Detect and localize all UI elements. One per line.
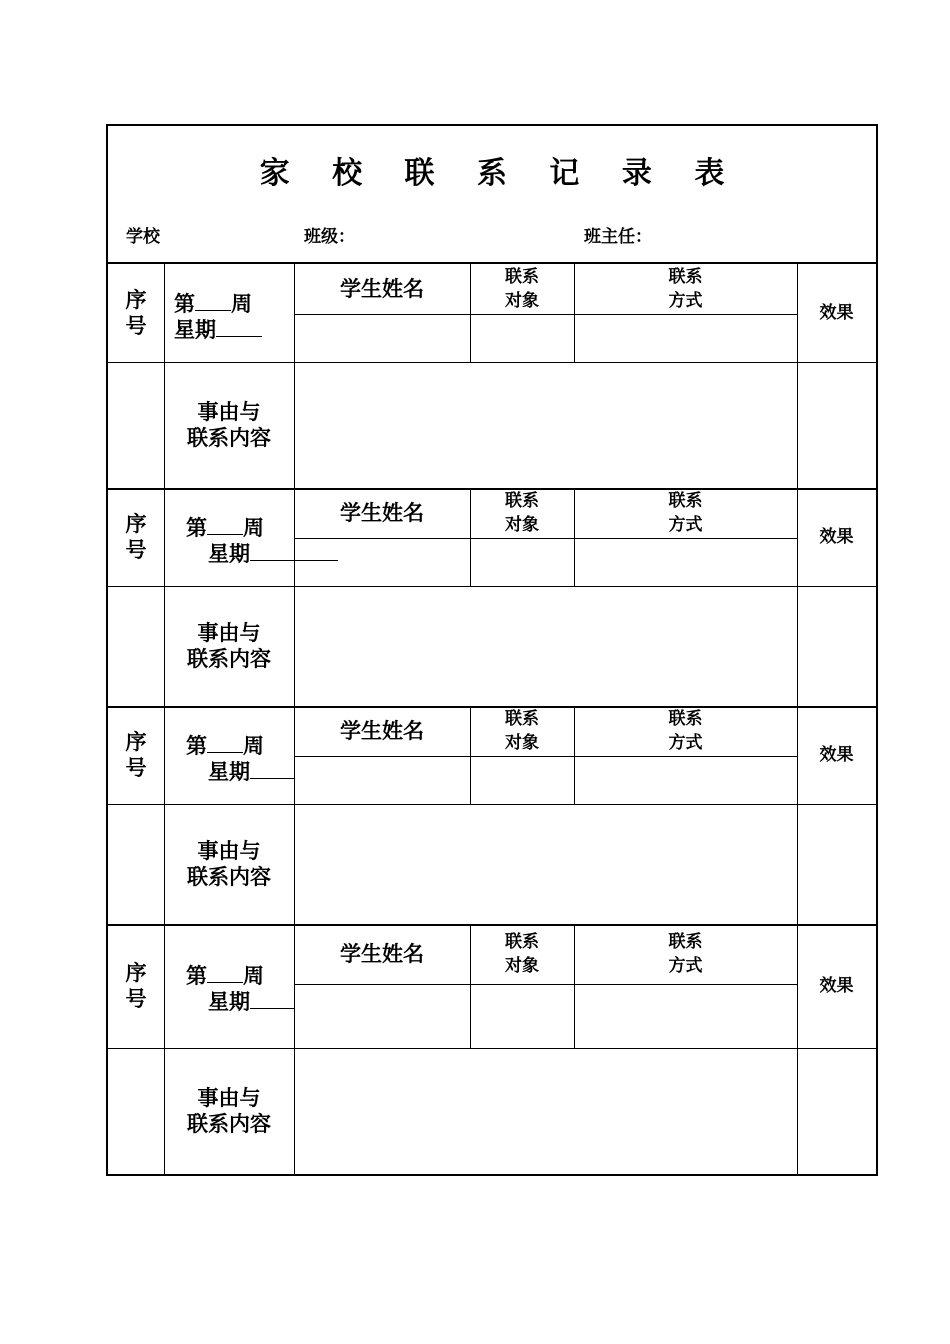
reason-content-label: 事由与 联系内容 <box>187 1085 271 1136</box>
reason-content-label: 事由与 联系内容 <box>187 838 271 889</box>
effect-label: 效果 <box>819 976 854 996</box>
seq-label: 序 号 <box>125 960 147 1011</box>
week-field: 第 周 <box>186 512 264 542</box>
contact-method-label: 联系 方式 <box>668 709 703 753</box>
weekday-field: 星期 <box>208 538 338 568</box>
effect-label: 效果 <box>819 527 854 547</box>
student-name-label: 学生姓名 <box>340 276 424 301</box>
sheet-title: 家 校 联 系 记 录 表 <box>259 156 741 191</box>
record-block <box>108 706 876 924</box>
reason-content-label: 事由与 联系内容 <box>187 399 271 450</box>
contact-target-label: 联系 对象 <box>505 267 539 311</box>
reason-content-label: 事由与 联系内容 <box>187 620 271 671</box>
student-name-label: 学生姓名 <box>340 500 424 525</box>
seq-label: 序 号 <box>125 287 147 338</box>
contact-target-label: 联系 对象 <box>505 709 539 753</box>
effect-label: 效果 <box>819 303 854 323</box>
student-name-label: 学生姓名 <box>340 941 424 966</box>
record-block <box>108 924 876 1174</box>
contact-method-label: 联系 方式 <box>668 932 703 976</box>
student-name-label: 学生姓名 <box>340 718 424 743</box>
school-label: 学校 <box>126 227 160 247</box>
weekday-field: 星期 <box>174 314 262 344</box>
weekday-field: 星期 <box>208 986 294 1016</box>
class-label: 班级： <box>304 227 355 247</box>
week-field: 第 周 <box>174 288 252 318</box>
week-field: 第 周 <box>186 960 264 990</box>
contact-method-label: 联系 方式 <box>668 491 703 535</box>
contact-method-label: 联系 方式 <box>668 267 703 311</box>
head-teacher-label: 班主任： <box>584 227 652 247</box>
contact-record-sheet <box>106 124 878 1176</box>
weekday-field: 星期 <box>208 756 294 786</box>
seq-label: 序 号 <box>125 511 147 562</box>
contact-target-label: 联系 对象 <box>505 932 539 976</box>
week-field: 第 周 <box>186 730 264 760</box>
seq-label: 序 号 <box>125 729 147 780</box>
contact-target-label: 联系 对象 <box>505 491 539 535</box>
sheet-header <box>108 126 876 264</box>
record-block <box>108 264 876 488</box>
effect-label: 效果 <box>819 745 854 765</box>
record-block <box>108 488 876 706</box>
